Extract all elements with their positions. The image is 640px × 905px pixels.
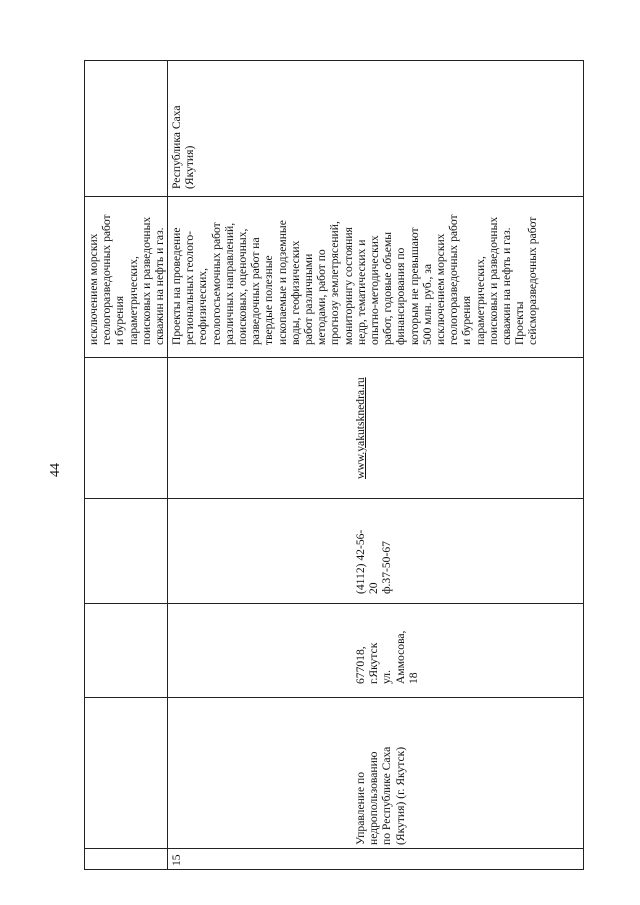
column-divider [85,848,167,849]
organization-name: Управление по недропользованию по Республике Саха (Якутия) (г. Якутск) [354,746,407,845]
region-name: Республика Саха (Якутия) [170,105,197,189]
column-divider [85,196,167,197]
table-row-continued [84,60,168,870]
table-row [168,60,584,870]
column-divider [168,196,583,197]
document-table [84,60,584,870]
organization-address: 677018, г.Якутск ул. Аммосова, 18 [354,630,420,684]
column-divider [85,498,167,499]
column-divider [168,603,583,604]
column-divider [168,697,583,698]
continued-description: исключением морских геологоразведочных работ и бурения параметрических, поисковых и разведочных скважин на нефть и газ. [87,214,167,345]
activity-description: Проекты на проведение региональных геолого- геофизических, геологосъемочных работ различных направлений, поисковых, оценочных, разведочных работ на твердые полезные ископаемые и подземные воды, геофизических работ различными методами, работ по прогнозу землетрясений, мониторингу состояния недр, тематических и опытно-методических работ, годовые объемы финансирования по которым не превышают 500 млн. руб., за исключением морских геологоразведочных работ и бурения параметрических, поисковых и разведочных скважин на нефть и газ. Проекты сейсморазведочных работ [170,214,540,345]
column-divider [168,848,583,849]
website-link[interactable]: www.yakutsknedra.ru [354,377,367,479]
page-number: 44 [48,463,63,477]
column-divider [168,498,583,499]
column-divider [168,357,583,358]
column-divider [85,697,167,698]
column-divider [85,603,167,604]
organization-phone: (4112) 42-56- 20 ф.37-50-67 [354,529,394,594]
column-divider [85,357,167,358]
row-number: 15 [170,854,183,866]
